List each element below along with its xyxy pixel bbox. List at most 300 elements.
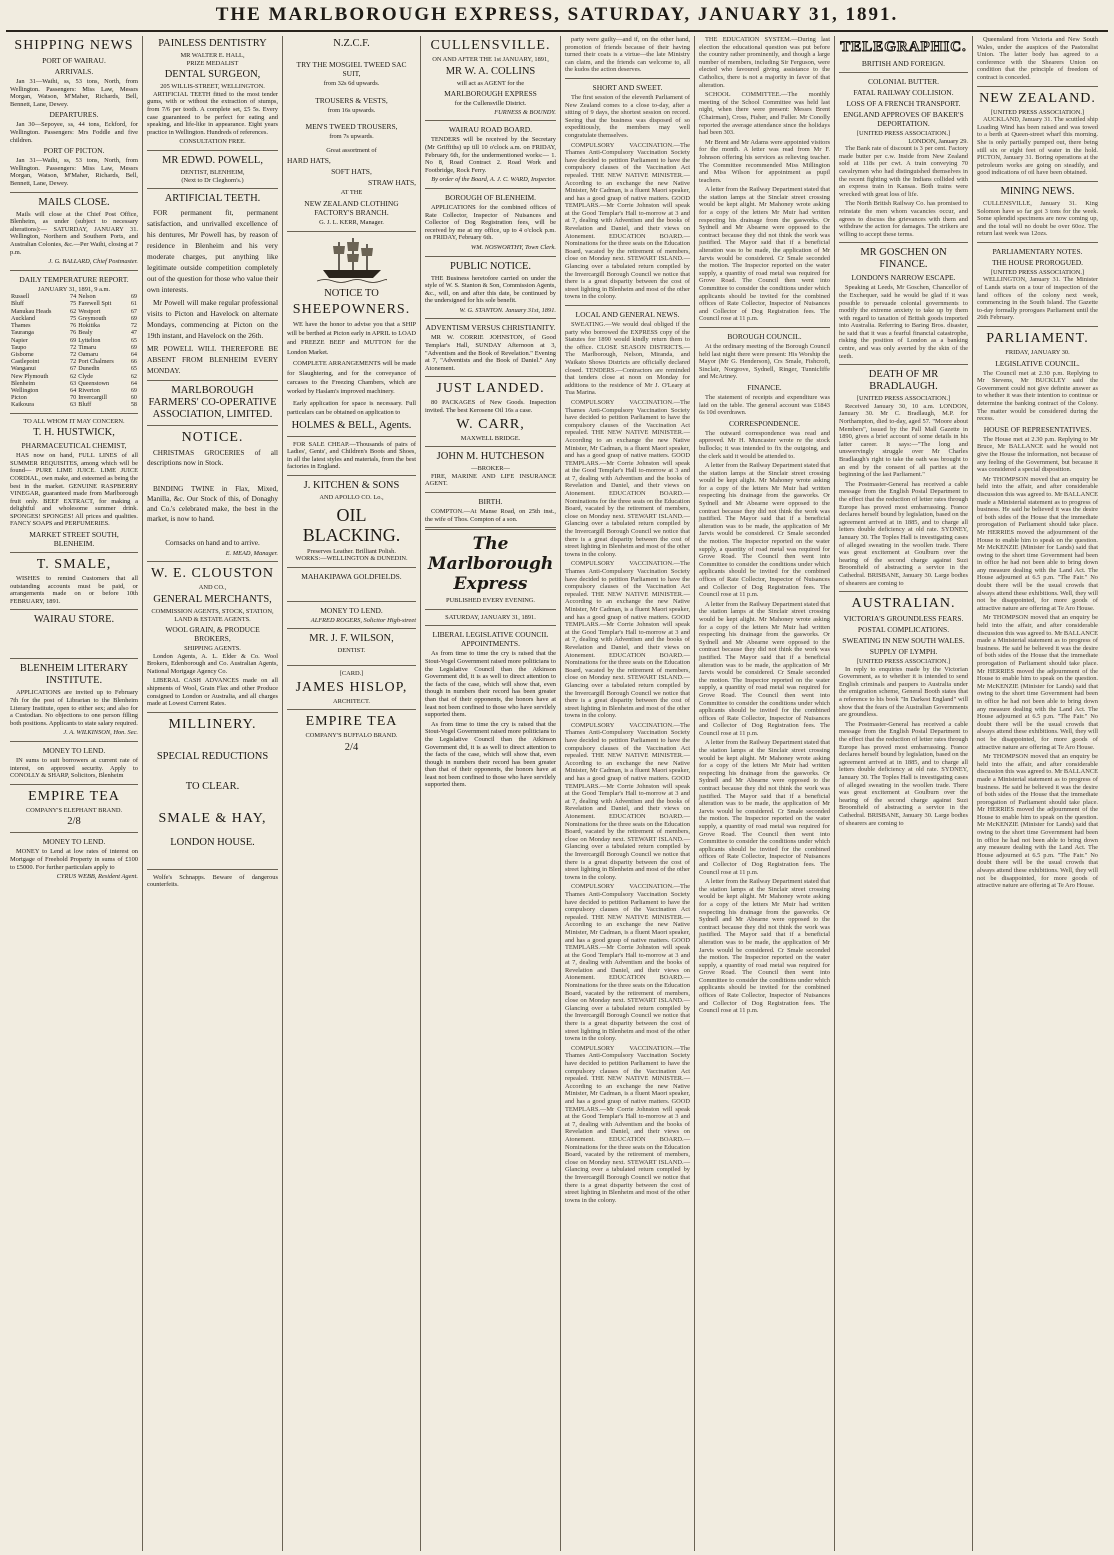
filler-text-3: Mr THOMPSON moved that an enquiry be held into the affair, and after considerable discussion this was agreed to. Mr BALLANCE made a Ministerial statement as to progress of business. He said he believed it was the desire of both sides of the House that the immediate prorogation of Parliament should take place. Mr HERRIES moved the adjournment of the House to enable him to speak on the question. Mr McKENZIE (Minister for Lands) said that owing to the short time Government had been in office he had not been able to bring down any measure dealing with the Land Act. The House adjourned at 6.5 p.m. "The Fair." No doubt there will be the usual crowds that always attend these exhibitions. Well, they will not be disappointed, for more goods of attractive nature are offering at Te Aro House.: [977, 753, 1098, 890]
sheep-text: WE have the honor to advise you that a SHIP will be berthed at Picton early in APRIL to LOAD and FREEZE BEEF and MUTTON for the London Market.: [287, 320, 416, 356]
arrivals-heading: ARRIVALS.: [54, 67, 94, 76]
consultation-note: CONSULTATION FREE.: [179, 138, 246, 146]
filler-text-2: A letter from the Railway Department stated that the station lamps at the Sinclair street crossing would be kept alight. Mr Mahoney wrote asking for a copy of the letters Mr Muir had written respecting his drainage from the gasworks. Or Sydnell and Mr Abearne were opposed to the contract because they did not think the work was justified. The Mayor said that if a beneficial alteration was to be made, the application of Mr Jarvis would be considered. Cr Smale seconded the motion. The Inspector reported on the water supply, a quantity of road metal was required for Grove Road. The Council then went into Committee to consider the conditions under which applicants should be invited for the combined offices of Rate Collector, Inspector of Nuisances and Collector of Dog Registration fees. The Council rose at 11 p.m.: [699, 462, 830, 599]
money2-text: MONEY to Lend at low rates of interest on Mortgage of Freehold Property in sums of £100 to £5000. For further particulars apply to: [10, 848, 138, 871]
temperature-value: 65: [130, 365, 137, 373]
school-text-2: Mr Brent and Mr Adams were appointed visitors for the month. A letter was read from Mr F. Johnson offering his services as relieving teacher. The Committee recommended Miss Millington and Miss Wilson for appointment as pupil teachers.: [699, 138, 830, 184]
mining-heading: MINING NEWS.: [1000, 185, 1075, 197]
dentist-title: DENTAL SURGEON,: [164, 69, 261, 81]
wilson-sub: DENTIST.: [337, 647, 366, 655]
column-6: [695, 36, 835, 1551]
money-heading: MONEY TO LEND.: [42, 746, 106, 755]
hutcheson-text: FIRE, MARINE AND LIFE INSURANCE AGENT.: [425, 472, 556, 488]
divider: [10, 609, 138, 610]
alfred-signature: ALFRED ROGERS, Solicitor High-street: [310, 616, 416, 624]
column-7: [835, 36, 973, 1551]
station-name: Gisborne: [11, 350, 34, 358]
express-name: MARLBOROUGH EXPRESS: [444, 89, 537, 99]
temperature-value: 62: [70, 372, 77, 380]
divider: [565, 78, 690, 79]
short-sweet-heading: SHORT AND SWEET.: [592, 82, 663, 92]
temperature-row: [10, 337, 138, 344]
dentist-name: MR WALTER E. HALL,: [180, 52, 245, 59]
temperature-value: 69: [70, 336, 77, 344]
ship-icon: [317, 236, 387, 284]
arrivals-text-2: Jan 31—Waihi, ss, 53 tons, North, from Wellington. Passengers: Miss Law, Messrs Morgan, Watson, M'Maher, Richards, Bell, Bennett, Lane, Dewey.: [10, 157, 138, 187]
coop-heading: MARLBOROUGH FARMERS' CO-OPERATIVE ASSOCIATION, LIMITED.: [148, 385, 277, 421]
station-name: New Plymouth: [11, 372, 49, 380]
filler-text-3: COMPULSORY VACCINATION.—The Thames Anti-Compulsory Vaccination Society have decided to petition Parliament to have the compulsory clauses of the Vaccination Act repealed. THE NEW NATIVE MINISTER.—According to an exchange the new Native Minister, Mr Cadman, is a fluent Maori speaker, and has a good grasp of native matters. GOOD TEMPLARS.—Mr Corrie Johnston will speak at the Good Templar's Hall to-morrow at 3 and at 7, dealing with Adventism and the books of Revelation and Daniel, and their views on Atonement. EDUCATION BOARD.—Nominations for the three seats on the Education Board, vacated by the retirement of members, close on Monday next. STEWART ISLAND.—Glancing over a tabulated return compiled by the Invercargill Borough Council we notice that there is a great disparity between the cost of street lighting in Blenheim and most of the other towns in the colony.: [565, 560, 690, 720]
money2-signature: CYRUS WEBB, Resident Agent.: [56, 873, 138, 881]
wairau-store-heading: WAIRAU STORE.: [33, 614, 115, 626]
temperature-date: JANUARY 31, 1891, 9 a.m.: [37, 285, 111, 293]
filler-text-2: The Postmaster-General has received a cable message from the English Postal Department to the effect that the reduction of letter rates through Europe has proved most embarrassing. France declares herself bound by legislation, based on the agreement arrived at in 1885, and to charge all letters double deficiency at old rate. SYDNEY, January 30. The Toples Hall is investigating cases of alleged sweating in the woollen trade. There was great excitement at Goulburn over the hearing of the second charge against Suzi Broomfield of abstracting a service in the Cathedral. BRISBANE, January 30. Large bodies of shearers are coming to: [839, 720, 968, 827]
birth-text: COMPTON.—At Manse Road, on 25th inst., the wife of Thos. Compton of a son.: [425, 508, 556, 523]
divider: [425, 256, 556, 257]
divider: [147, 188, 278, 189]
soft-hats: SOFT HATS,: [331, 167, 372, 177]
kitchen-heading: J. KITCHEN & SONS: [303, 480, 400, 491]
press-label-2: [UNITED PRESS ASSOCIATION.]: [990, 268, 1085, 276]
station-name: Port Chalmers: [78, 358, 114, 366]
leg-council-heading: LEGISLATIVE COUNCIL.: [995, 358, 1080, 368]
divider: [839, 364, 968, 365]
temperature-value: 72: [70, 350, 77, 358]
dentist-medal: PRIZE MEDALIST: [186, 59, 239, 67]
station-name: Tauranga: [11, 329, 34, 337]
temperature-value: 72: [70, 358, 77, 366]
divider: [977, 242, 1098, 243]
divider: [10, 784, 138, 785]
mails-signature: J. G. BALLARD, Chief Postmaster.: [48, 258, 138, 266]
mining-text: CULLENSVILLE, January 31. King Solomon have so far got 3 tons for the week. Some splendid specimens are now coming up, and the total will no doubt be over 60oz. The return last week was 12ozs.: [977, 199, 1098, 238]
temperature-value: 76: [70, 329, 77, 337]
temperature-value: 47: [130, 329, 137, 337]
temperature-value: 63: [70, 401, 77, 409]
departures-heading: DEPARTURES.: [49, 110, 99, 120]
station-name: Napier: [11, 336, 28, 344]
divider: [147, 150, 278, 151]
station-name: Clyde: [78, 372, 93, 380]
dentist-text: ARTIFICIAL TEETH fitted to the most tender gums, with or without the extraction of stumps, from 7/6 per tooth. A complete set, £5 5s. Every case guaranteed to be perfect for eating and speaking, and life-like in appearance. Eight years practice in Wellington. Hundreds of references.: [147, 90, 278, 136]
tenders-text: TENDERS will be received by the Secretary (Mr Griffiths) up till 10 o'clock a.m. on FRIDAY, February 6th, for the undermentioned works:— 1. No 8, Road Contract 2. Road Work and Footbridge, Rock Ferry.: [425, 136, 556, 174]
cullensville-text: ON AND AFTER THE 1st JANUARY, 1891,: [432, 56, 549, 63]
institute-heading: BLENHEIM LITERARY INSTITUTE.: [19, 663, 129, 687]
column-3: [283, 36, 421, 1551]
temperature-heading: DAILY TEMPERATURE REPORT.: [19, 274, 129, 284]
escape-heading: LONDON'S NARROW ESCAPE.: [851, 273, 956, 283]
money3-heading: MONEY TO LEND.: [320, 605, 383, 615]
temperature-row: [10, 358, 138, 365]
empire2-sub: COMPANY'S BUFFALO BRAND.: [305, 732, 398, 740]
council-heading: BOROUGH COUNCIL.: [727, 331, 802, 341]
temperature-table: [10, 293, 138, 408]
divider: [147, 425, 278, 426]
australian-heading: AUSTRALIAN.: [851, 596, 956, 612]
correspondence-heading: CORRESPONDENCE.: [728, 418, 801, 428]
divider: [839, 242, 968, 243]
divider: [977, 326, 1098, 327]
institute-signature: J. A. WILKINSON, Hon. Sec.: [63, 729, 138, 737]
sheepowners-heading: SHEEPOWNERS.: [292, 301, 411, 317]
telegraphic-heading: TELEGRAPHIC.: [840, 39, 967, 55]
station-name: Manukau Heads: [11, 307, 52, 315]
divider: [147, 380, 278, 381]
assortment-label: Great assortment of: [326, 146, 377, 154]
smale-heading: T. SMALE,: [36, 557, 112, 573]
money2-heading: MONEY TO LEND.: [42, 837, 106, 847]
tweed-price: from 32s 6d upwards.: [323, 80, 380, 87]
filler-text-2: COMPULSORY VACCINATION.—The Thames Anti-Compulsory Vaccination Society have decided to petition Parliament to have the compulsory clauses of the Vaccination Act repealed. THE NEW NATIVE MINISTER.—According to an exchange the new Native Minister, Mr Cadman, is a fluent Maori speaker, and has a good grasp of native matters. GOOD TEMPLARS.—Mr Corrie Johnston will speak at the Good Templar's Hall to-morrow at 3 and at 7, dealing with Adventism and the books of Revelation and Daniel, and their views on Atonement. EDUCATION BOARD.—Nominations for the three seats on the Education Board, vacated by the retirement of members, close on Monday next. STEWART ISLAND.—Glancing over a tabulated return compiled by the Invercargill Borough Council we notice that there is a great disparity between the cost of street lighting in Blenheim and most of the other towns in the colony.: [565, 398, 690, 558]
dentistry-heading: PAINLESS DENTISTRY: [158, 38, 267, 49]
filler-text-5: COMPULSORY VACCINATION.—The Thames Anti-Compulsory Vaccination Society have decided to petition Parliament to have the compulsory clauses of the Vaccination Act repealed. THE NEW NATIVE MINISTER.—According to an exchange the new Native Minister, Mr Cadman, is a fluent Maori speaker, and has a good grasp of native matters. GOOD TEMPLARS.—Mr Corrie Johnston will speak at the Good Templar's Hall to-morrow at 3 and at 7, dealing with Adventism and the books of Revelation and Daniel, and their views on Atonement. EDUCATION BOARD.—Nominations for the three seats on the Education Board, vacated by the retirement of members, close on Monday next. STEWART ISLAND.—Glancing over a tabulated return compiled by the Invercargill Borough Council we notice that there is a great disparity between the cost of street lighting in Blenheim and most of the other towns in the colony.: [565, 883, 690, 1043]
divider: [10, 552, 138, 553]
telegraphic-text-2: The North British Railway Co. has promised to reinstate the men whom vacancies occur, and agrees to discuss the grievances with them and withdraw the action for damages. The strikers are willing to accept these terms.: [839, 200, 968, 238]
notice-signature: E. MEAD, Manager.: [225, 549, 278, 557]
station-name: Wanganui: [11, 365, 36, 373]
prorogued-heading: THE HOUSE PROROGUED.: [991, 257, 1084, 267]
temperature-value: 75: [70, 300, 77, 308]
millinery-heading: MILLINERY.: [168, 716, 257, 732]
divider: [287, 436, 416, 437]
goschen-heading: MR GOSCHEN ON FINANCE.: [860, 247, 947, 271]
works-label: WORKS:—WELLINGTON & DUNEDIN.: [295, 555, 408, 563]
dentist-address: 205 WILLIS-STREET, WELLINGTON.: [160, 83, 265, 91]
finance-text: The statement of receipts and expenditure was laid on the table. The general account was £1843 6s 10d overdrawn.: [699, 393, 830, 417]
temperature-value: 75: [70, 314, 77, 322]
reps-text: The House met at 2.30 p.m. Replying to Mr Bruce, Mr BALLANCE said he would not give the House the information, not because of any feeling of the Government, but because it was considered a special disposition.: [977, 435, 1098, 474]
temperature-row: [10, 401, 138, 408]
temperature-row: [10, 293, 138, 300]
divider: [425, 492, 556, 493]
temperature-row: [10, 322, 138, 329]
hislop-sub: ARCHITECT.: [333, 697, 370, 705]
mens-heading: MEN'S TWEED TROUSERS,: [305, 122, 398, 132]
council-text: At the ordinary meeting of the Borough Council held last night there were present: His Worship the Mayor (Mr G. Henderson), Crs Smale, Fishcroft, Sinclair, Norgrove, Sydnell, Ringer, Tunnicliffe and McArtney.: [699, 342, 830, 381]
money-text: IN sums to suit borrowers at current rate of interest, on approved security. Apply to CONOLLY & SHARP, Solicitors, Blenheim: [10, 757, 138, 780]
mens-price: from 7s upwards.: [329, 133, 374, 141]
borough-signature: WM. NOSWORTHY, Town Clerk.: [470, 243, 556, 251]
divider: [425, 120, 556, 121]
divider: [699, 327, 830, 328]
divider: [977, 86, 1098, 87]
press-label: [UNITED PRESS ASSOCIATION.]: [990, 108, 1085, 116]
station-name: Bluff: [11, 300, 24, 308]
divider: [425, 446, 556, 447]
shipping-news-heading: SHIPPING NEWS: [14, 38, 134, 53]
smale-hay-heading: SMALE & HAY,: [158, 810, 267, 826]
nzcf-heading: N.Z.C.F.: [333, 38, 370, 49]
temperature-value: 60: [130, 394, 137, 402]
filler-text-4: A letter from the Railway Department stated that the station lamps at the Sinclair street crossing would be kept alight. Mr Mahoney wrote asking for a copy of the letters Mr Muir had written respecting his drainage from the gasworks. Or Sydnell and Mr Abearne were opposed to the contract because they did not think the work was justified. The Mayor said that if a beneficial alteration was to be made, the application of Mr Jarvis would be considered. Cr Smale seconded the motion. The Inspector reported on the water supply, a quantity of road metal was required for Grove Road. The Council then went into Committee to consider the conditions under which applicants should be invited for the combined offices of Rate Collector, Inspector of Nuisances and Collector of Dog Registration fees. The Council rose at 11 p.m.: [699, 739, 830, 876]
divider: [147, 869, 278, 870]
station-name: Westport: [78, 307, 101, 315]
liberal-text-2: As from time to time the cry is raised that the Stout-Vogel Government raised more politicians to the Legislative Council than the Atkinson Government did, it is as well to direct attention to the facts of the case, which will show that, even though in numbers their record has been greater than that of their opponents, the honors have at least not been confined to those who have servilely supported them.: [425, 720, 556, 789]
station-name: Blenheim: [11, 379, 36, 387]
clouston-sub: AND CO.,: [198, 584, 227, 592]
temperature-row: [10, 329, 138, 336]
station-name: Dunedin: [78, 365, 100, 373]
express-sub: for the Cullensville District.: [454, 100, 527, 108]
carr-heading: W. CARR,: [456, 416, 525, 432]
temperature-row: [10, 394, 138, 401]
column-2: [143, 36, 283, 1551]
empire-tea-sub: COMPANY'S ELEPHANT BRAND.: [25, 806, 123, 814]
temperature-row: [10, 387, 138, 394]
public-text: THE Business heretofore carried on under the style of W. S. Stanton & Son, Commission Agents, &c., will, on and after this date, be continued by the undersigned for his sole benefit.: [425, 274, 556, 305]
temperature-value: 76: [70, 322, 77, 330]
wolfe-text: Wolfe's Schnapps. Beware of dangerous counterfeits.: [147, 873, 278, 889]
station-name: Oamaru: [78, 350, 99, 358]
divider: [287, 601, 416, 602]
station-name: Riverton: [78, 386, 100, 394]
goschen-text: Speaking at Leeds, Mr Goschen, Chancellor of the Exchequer, said he would be glad if it was possible to persuade colonial governments to modify the extreme anxiety to take up by them with regard to taxation of British goods imported into Australia. Referring to Baring Bros. disaster, he said that it was a fearful financial catastrophe, risking the position of London as a banking centre, and was only averted by the skin of the teeth.: [839, 284, 968, 360]
press-label: [UNITED PRESS ASSOCIATION.]: [856, 130, 951, 137]
station-name: Bluff: [78, 401, 92, 409]
notice-text: CHRISTMAS GROCERIES of all descriptions now in Stock.: [147, 449, 278, 468]
port-picton-heading: PORT OF PICTON.: [43, 146, 105, 156]
butter-heading: COLONIAL BUTTER.: [868, 77, 939, 86]
postal-heading: POSTAL COMPLICATIONS.: [857, 625, 950, 635]
nz-text: AUCKLAND, January 31. The scuttled ship Loading Wind has been raised and was towed to a berth at Queen-street wharf this morning. She is only partially pumped out, there being still six or eight feet of water in the hold. PICTON, January 31. Boring operations at the petroleum works are going on steadily, and good indications of oil have been obtained.: [977, 116, 1098, 177]
address-heading: MARKET STREET SOUTH, BLENHEIM.: [29, 530, 119, 549]
divider: [10, 832, 138, 833]
port-wairau-heading: PORT OF WAIRAU.: [42, 56, 106, 65]
filler-text: COMPULSORY VACCINATION.—The Thames Anti-Compulsory Vaccination Society have decided to petition Parliament to have the compulsory clauses of the Vaccination Act repealed. THE NEW NATIVE MINISTER.—According to an exchange the new Native Minister, Mr Cadman, is a fluent Maori speaker, and has a good grasp of native matters. GOOD TEMPLARS.—Mr Corrie Johnston will speak at the Good Templar's Hall to-morrow at 3 and at 7, dealing with Adventism and the books of Revelation and Daniel, and their views on Atonement. EDUCATION BOARD.—Nominations for the three seats on the Education Board, vacated by the retirement of members, close on Monday next. STEWART ISLAND.—Glancing over a tabulated return compiled by the Invercargill Borough Council we notice that there is a great disparity between the cost of street lighting in Blenheim and most of the other towns in the colony.: [565, 141, 690, 301]
transport-heading: LOSS OF A FRENCH TRANSPORT.: [846, 99, 961, 108]
bradlaugh-heading: DEATH OF MR BRADLAUGH.: [868, 369, 939, 393]
press-label-3: [UNITED PRESS ASSOCIATION.]: [856, 658, 951, 666]
wool-sub: SHIPPING AGENTS.: [184, 645, 241, 653]
masthead: THE MARLBOROUGH EXPRESS, SATURDAY, JANUARY 31, 1891.: [6, 0, 1108, 32]
divider: [10, 658, 138, 659]
british-heading: BRITISH AND FOREIGN.: [861, 59, 946, 68]
top-text: Queensland from Victoria and New South Wales, under the auspices of the Pastoralist Union. The latter body has agreed to a conference with the Shearers Union on condition that the principle of freedom of contract is conceded.: [977, 36, 1098, 81]
trousers-heading: TROUSERS & VESTS,: [315, 95, 388, 105]
powell-text-2: Mr Powell will make regular professional visits to Picton and Havelock on alternate Mondays, commencing at Picton on the 19th instant, and Havelock on the 26th.: [147, 298, 278, 341]
empire2-price: 2/4: [344, 741, 359, 753]
melbourne-text: In reply to enquiries made by the Victorian Government, as to whether it is intended to send English criminals and paupers to Australia under the emigration scheme, General Booth states that a reference to his book "In Darkest England" will show that the fears of the Australian Governments are groundless.: [839, 665, 968, 719]
temperature-value: 64: [130, 350, 137, 358]
bradlaugh-text: Received January 30, 10 a.m. LONDON, January 30. Mr C. Bradlaugh, M.P. for Northampton, died to-day, aged 57. "Moore about Members", issued by the Pall Mall Gazette in 1890, gives a brief account of some details in his latter career. It says:—"The long and unswervingly struggle over Mr Charles Bradlaugh's right to take the oath was brought to an end by the consent of all parties at the beginning of the last Parliament.": [839, 402, 968, 479]
public-signature: W. G. STANTON. January 31st, 1891.: [459, 306, 556, 314]
station-name: Invercargill: [78, 394, 107, 402]
divider: [425, 625, 556, 626]
hislop-heading: JAMES HISLOP,: [295, 679, 408, 695]
filler-text: The Postmaster-General has received a cable message from the English Postal Department to the effect that the reduction of letter rates through Europe has proved most embarrassing. France declares herself bound by legislation, based on the agreement arrived at in 1885, and to charge all letters double deficiency at old rate. SYDNEY, January 30. The Toples Hall is investigating cases of alleged sweating in the woollen trade. There was great excitement at Goulburn over the hearing of the second charge against Suzi Broomfield of abstracting a service in the Cathedral. BRISBANE, January 30. Large bodies of shearers are coming to: [839, 480, 968, 587]
nz-heading: NEW ZEALAND.: [979, 90, 1096, 106]
column-5: [561, 36, 695, 1551]
telegraphic-text: The Bank rate of discount is 3 per cent. Factory made butter per c.w. Inside from New Zealand sold at 118s per cwt. A train conveying 70 cavalrymen who had distinguished themselves in the recent fighting with the Indians collided with an express train in Kansas. Both trains were wrecked with great loss of life.: [839, 145, 968, 198]
divider: [977, 181, 1098, 182]
landed-text: 80 PACKAGES of New Goods. Inspection invited. The best Kerosene Oil 16s a case.: [425, 399, 556, 415]
divider: [147, 712, 278, 713]
station-name: Timaru: [78, 343, 97, 351]
adventism-heading: ADVENTISM VERSUS CHRISTIANITY.: [425, 323, 556, 333]
powell-text: FOR permanent fit, permanent satisfaction, and unrivalled excellence of his dentures, Mr Powell has, by reason of residence in Blenheim and his very moderate charges, put anything like legitimate outside competition completely out of the question for those who value their own interests.: [147, 208, 278, 295]
oil-sub: Preserves Leather. Brilliant Polish.: [307, 547, 396, 555]
filler-text: A letter from the Railway Department stated that the station lamps at the Sinclair street crossing would be kept alight. Mr Mahoney wrote asking for a copy of the letters Mr Muir had written respecting his drainage from the gasworks. Or Sydnell and Mr Abearne were opposed to the contract because they did not think the work was justified. The Mayor said that if a beneficial alteration was to be made, the application of Mr Jarvis would be considered. Cr Smale seconded the motion. The Inspector reported on the water supply, a quantity of road metal was required for Grove Road. The Council then went into Committee to consider the conditions under which applicants should be invited for the combined offices of Rate Collector, Inspector of Nuisances and Collector of Dog Registration fees. The Council rose at 11 p.m.: [699, 186, 830, 323]
council-text: The Council met at 2.30 p.m. Replying to Mr Stevens, Mr BUCKLEY said the Government could not give definite answer as to whether it was their intention to continue or determine the banking contract of the Colony. The matter would be considered during the recess.: [977, 369, 1098, 423]
divider: [287, 475, 416, 476]
divider: [10, 741, 138, 742]
filler-text-6: COMPULSORY VACCINATION.—The Thames Anti-Compulsory Vaccination Society have decided to petition Parliament to have the compulsory clauses of the Vaccination Act repealed. THE NEW NATIVE MINISTER.—According to an exchange the new Native Minister, Mr Cadman, is a fluent Maori speaker, and has a good grasp of native matters. GOOD TEMPLARS.—Mr Corrie Johnston will speak at the Good Templar's Hall to-morrow at 3 and at 7, dealing with Adventism and the books of Revelation and Daniel, and their views on Atonement. EDUCATION BOARD.—Nominations for the three seats on the Education Board, vacated by the retirement of members, close on Monday next. STEWART ISLAND.—Glancing over a tabulated return compiled by the Invercargill Borough Council we notice that there is a great disparity between the cost of street lighting in Blenheim and most of the other towns in the colony.: [565, 1044, 690, 1204]
short-text: The first session of the eleventh Parliament of New Zealand comes to a close to-day, after a sitting of 9 days, the shortest session on record. Seeing that the business was disposed of so expeditiously, the members may well congratulate themselves.: [565, 93, 690, 139]
paper-title: The Marlborough Express: [427, 534, 554, 595]
temperature-value: 74: [70, 293, 77, 301]
powell-name: MR EDWD. POWELL,: [162, 154, 263, 166]
hustwick-title: PHARMACEUTICAL CHEMIST,: [21, 441, 127, 451]
divider: [287, 567, 416, 568]
station-name: Lyttelton: [78, 336, 101, 344]
collins-sub: will act as AGENT for the: [456, 79, 525, 87]
temperature-row: [10, 380, 138, 387]
liberal-heading: LIBERAL LEGISLATIVE COUNCIL APPOINTMENTS.: [432, 630, 549, 649]
hustwick-name: T. H. HUSTWICK,: [33, 427, 115, 439]
top-text: THE EDUCATION SYSTEM.—During last election the educational question was put before the country rather prominently, and though a large number of members, including Sir Ferguson, were elected who favoured giving assistance to the Catholics, there is not a majority in favor of that alteration.: [699, 36, 830, 89]
school-text: SCHOOL COMMITTEE.—The monthly meeting of the School Committee was held last night, when there were present: Messrs Brent (Chairman), Cross, Fisher, and Fuller. Mr Conolly reported the average attendance since the holidays had been 303.: [699, 91, 830, 137]
mails-heading: MAILS CLOSE.: [38, 196, 110, 208]
station-name: Auckland: [11, 314, 36, 322]
mails-text: Mails will close at the Chief Post Office, Blenheim, as under (subject to necessary alterations):— SATURDAY, JANUARY 31. Wellington, Northern and Southern Ports, and Australian Colonies, &c.—Per Waihi, closing at 7 p.m.: [10, 210, 138, 256]
paper-date: SATURDAY, JANUARY 31, 1891.: [445, 613, 536, 621]
borough-heading: BOROUGH OF BLENHEIM.: [444, 192, 537, 202]
notice-text-3: Cornsacks on hand and to arrive.: [165, 539, 260, 548]
divider: [425, 188, 556, 189]
station-name: Wellington: [11, 386, 39, 394]
local-news-heading: LOCAL AND GENERAL NEWS.: [575, 310, 680, 319]
birth-heading: BIRTH.: [478, 497, 503, 506]
notice-to-heading: NOTICE TO: [324, 287, 379, 299]
column-8: [973, 36, 1102, 1551]
station-name: Russell: [11, 293, 30, 301]
hutcheson-heading: JOHN M. HUTCHESON: [436, 451, 545, 463]
cullensville-heading: CULLENSVILLE.: [430, 38, 551, 53]
temperature-value: 64: [70, 386, 77, 394]
wilson-heading: MR. J. F. WILSON,: [309, 633, 394, 645]
notice-text-2: BINDING TWINE in Flax, Mixed, Manilla, &c. Our Stock of this, of Donaghy and Co.'s celebrated make, the best in the market, is now to hand.: [147, 485, 278, 524]
kerr-signature: G. J. L. KERR, Manager.: [319, 218, 384, 226]
artificial-teeth-heading: ARTIFICIAL TEETH.: [164, 193, 261, 205]
london-date: LONDON, January 29.: [908, 137, 968, 145]
divider: [10, 413, 138, 414]
temperature-value: 70: [70, 394, 77, 402]
temperature-row: [10, 373, 138, 380]
station-name: Queenstown: [78, 379, 110, 387]
temperature-row: [10, 308, 138, 315]
top-text: party were guilty—and if, on the other hand, promotion of friends because of their having turned their coats is a virtue—the late Ministry can claim, and the friends can welcome to, all the kudos the action deserves.: [565, 36, 690, 74]
fatal-heading: FATAL RAILWAY COLLISION.: [853, 88, 954, 97]
public-notice-heading: PUBLIC NOTICE.: [449, 260, 532, 272]
victoria-heading: VICTORIA'S GROUNDLESS FEARS.: [843, 614, 964, 624]
divider: [147, 561, 278, 562]
divider: [425, 318, 556, 319]
temperature-row: [10, 365, 138, 372]
columns: [6, 36, 1108, 1551]
house-reps-heading: HOUSE OF REPRESENTATIVES.: [983, 424, 1092, 434]
for-sale-text: FOR SALE CHEAP.—Thousands of pairs of Ladies', Gents', and Children's Boots and Shoes, in all the latest styles and materials, from the best factories in England.: [287, 440, 416, 471]
station-name: Kaikoura: [11, 401, 35, 409]
cash-text: LIBERAL CASH ADVANCES made on all shipments of Wool, Grain Flax and other Produce consigned to London or Australia, and all charges made at Lowest Current Rates.: [147, 677, 278, 708]
temperature-value: 66: [130, 358, 137, 366]
station-name: Bealy: [78, 329, 93, 337]
temperature-value: 72: [130, 322, 137, 330]
temperature-row: [10, 300, 138, 307]
oil-blacking-heading: OIL BLACKING.: [302, 504, 401, 545]
temperature-value: 58: [130, 401, 137, 409]
station-name: Farewell Spit: [78, 300, 112, 308]
special-reductions: SPECIAL REDUCTIONS: [156, 750, 269, 762]
powell-next: (Next to Dr Cleghorn's.): [181, 176, 244, 184]
at-the-label: AT THE: [340, 189, 363, 197]
filler-text-2: Mr THOMPSON moved that an enquiry be held into the affair, and after considerable discussion this was agreed to. Mr BALLANCE made a Ministerial statement as to progress of business. He said he believed it was the desire of both sides of the House that the immediate prorogation of Parliament should take place. Mr HERRIES moved the adjournment of the House to enable him to speak on the question. Mr McKENZIE (Minister for Lands) said that owing to the short time Government had been in office he had not been able to bring down any measure dealing with the Land Act. The House adjourned at 6.5 p.m. "The Fair." No doubt there will be the usual crowds that always attend these exhibitions. Well, they will not be disappointed, for more goods of attractive nature are offering at Te Aro House.: [977, 614, 1098, 751]
mahakipawa-heading: MAHAKIPAWA GOLDFIELDS.: [301, 571, 402, 581]
holmes-bell: HOLMES & BELL, Agents.: [291, 419, 412, 431]
furness-signature: FURNESS & BOUNDY.: [494, 108, 556, 116]
wool-text: London Agents, A. L. Elder & Co. Wool Brokers, Edenborough and Co. Australian Agents, National Mortgage Agency Co.: [147, 652, 278, 675]
notes-text: WELLINGTON, January 31. The Minister of Lands starts on a tour of inspection of the land offices of the colony next week, commencing in the South Island. The Gazette to-day formally prorogues Parliament until the 26th February.: [977, 276, 1098, 322]
england-heading: ENGLAND APPROVES OF BAKER'S DEPORTATION.: [843, 110, 964, 128]
institute-text: APPLICATIONS are invited up to February 7th for the post of Librarian to the Blenheim Literary Institute, open to either sex; and also for a Custodian. No objections to one person filling both positions. Applicants to state salary required.: [10, 689, 138, 727]
collins-name: MR W. A. COLLINS: [445, 65, 536, 77]
temperature-value: 61: [130, 300, 137, 308]
sheep-text-3: Early application for space is necessary. Full particulars can be obtained on application to: [287, 399, 416, 417]
temperature-value: 63: [70, 379, 77, 387]
press-label-2: [UNITED PRESS ASSOCIATION.]: [856, 395, 951, 403]
tweed-heading: TRY THE MOSGIEL TWEED SAC SUIT,: [296, 60, 407, 78]
straw-hats: STRAW HATS,: [367, 178, 416, 188]
filler-text-3: A letter from the Railway Department stated that the station lamps at the Sinclair street crossing would be kept alight. Mr Mahoney wrote asking for a copy of the letters Mr Muir had written respecting his drainage from the gasworks. Or Sydnell and Mr Abearne were opposed to the contract because they did not think the work was justified. The Mayor said that if a beneficial alteration was to be made, the application of Mr Jarvis would be considered. Cr Smale seconded the motion. The Inspector reported on the water supply, a quantity of road metal was required for Grove Road. The Council then went into Committee to consider the conditions under which applicants should be invited for the combined offices of Rate Collector, Inspector of Nuisances and Collector of Dog Registration fees. The Council rose at 11 p.m.: [699, 600, 830, 737]
powell-sub: DENTIST, BLENHEIM,: [180, 168, 245, 176]
local-text: SWEATING.—We would deal obliged if the party who borrowed the EXPRESS copy of the Statutes for 1890 would kindly return them to the office. CLOSE SEASON DISTRICTS.—The Marlborough, Nelson, Miranda, and Waikato Shows Districts are officially declared closed. TENDERS.—Contractors are reminded that tenders close at noon on Monday for additions to the residence of Mr J. O'Leary at Tua Marina.: [565, 321, 690, 397]
station-name: Greymouth: [78, 314, 107, 322]
temperature-value: 64: [130, 379, 137, 387]
filler-text: Mr THOMPSON moved that an enquiry be held into the affair, and after considerable discussion this was agreed to. Mr BALLANCE made a Ministerial statement as to progress of business. He said he believed it was the desire of both sides of the House that the immediate prorogation of Parliament should take place. Mr HERRIES moved the adjournment of the House to enable him to speak on the question. Mr McKENZIE (Minister for Lands) said that owing to the short time Government had been in office he had not been able to bring down any measure dealing with the Land Act. The House adjourned at 6.5 p.m. "The Fair." No doubt there will be the usual crowds that always attend these exhibitions. Well, they will not be disappointed, for more goods of attractive nature are offering at Te Aro House.: [977, 475, 1098, 612]
empire-tea-price: 2/8: [67, 816, 81, 828]
just-landed-heading: JUST LANDED.: [436, 381, 545, 397]
divider: [565, 305, 690, 306]
card-label: [CARD.]: [339, 669, 364, 677]
clouston-title: GENERAL MERCHANTS,: [153, 593, 272, 605]
temperature-value: 69: [130, 343, 137, 351]
filler-text-5: A letter from the Railway Department stated that the station lamps at the Sinclair street crossing would be kept alight. Mr Mahoney wrote asking for a copy of the letters Mr Muir had written respecting his drainage from the gasworks. Or Sydnell and Mr Abearne were opposed to the contract because they did not think the work was justified. The Mayor said that if a beneficial alteration was to be made, the application of Mr Jarvis would be considered. Cr Smale seconded the motion. The Inspector reported on the water supply, a quantity of road metal was required for Grove Road. The Council then went into Committee to consider the conditions under which applicants should be invited for the combined offices of Rate Collector, Inspector of Nuisances and Collector of Dog Registration fees. The Council rose at 11 p.m.: [699, 878, 830, 1015]
factory-heading: NEW ZEALAND CLOTHING FACTORY'S BRANCH.: [304, 198, 399, 217]
wairau-road-heading: WAIRAU ROAD BOARD.: [448, 125, 533, 135]
divider: [287, 628, 416, 629]
divider: [839, 591, 968, 592]
clouston-heading: W. E. CLOUSTON: [151, 566, 274, 582]
divider: [287, 231, 416, 232]
temperature-value: 62: [70, 307, 77, 315]
lymph-heading: SUPPLY OF LYMPH.: [869, 647, 938, 657]
station-name: Thames: [11, 322, 31, 330]
divider: [10, 192, 138, 193]
temperature-row: [10, 344, 138, 351]
friday-label: FRIDAY, JANUARY 30.: [1005, 349, 1070, 357]
column-1: [6, 36, 143, 1551]
trousers-price: from 16s upwards.: [327, 106, 376, 114]
published-label: PUBLISHED EVERY EVENING.: [445, 597, 536, 605]
hutcheson-sub: —BROKER—: [471, 465, 510, 473]
sheep-text-2: COMPLETE ARRANGEMENTS will be made for Slaughtering, and for the conveyance of carcases to the Freezing Chambers, which are worked by Haslam's improved machinery.: [287, 360, 416, 396]
empire2-heading: EMPIRE TEA: [305, 714, 398, 730]
notice-heading: NOTICE.: [181, 430, 244, 446]
parl-notes-heading: PARLIAMENTARY NOTES.: [992, 246, 1083, 256]
station-name: Nelson: [78, 293, 96, 301]
board-signature: By order of the Board, A. J. C. WARD, Inspector.: [431, 176, 556, 184]
temperature-value: 72: [70, 343, 77, 351]
sweating-heading: SWEATING IN NEW SOUTH WALES.: [842, 636, 965, 646]
